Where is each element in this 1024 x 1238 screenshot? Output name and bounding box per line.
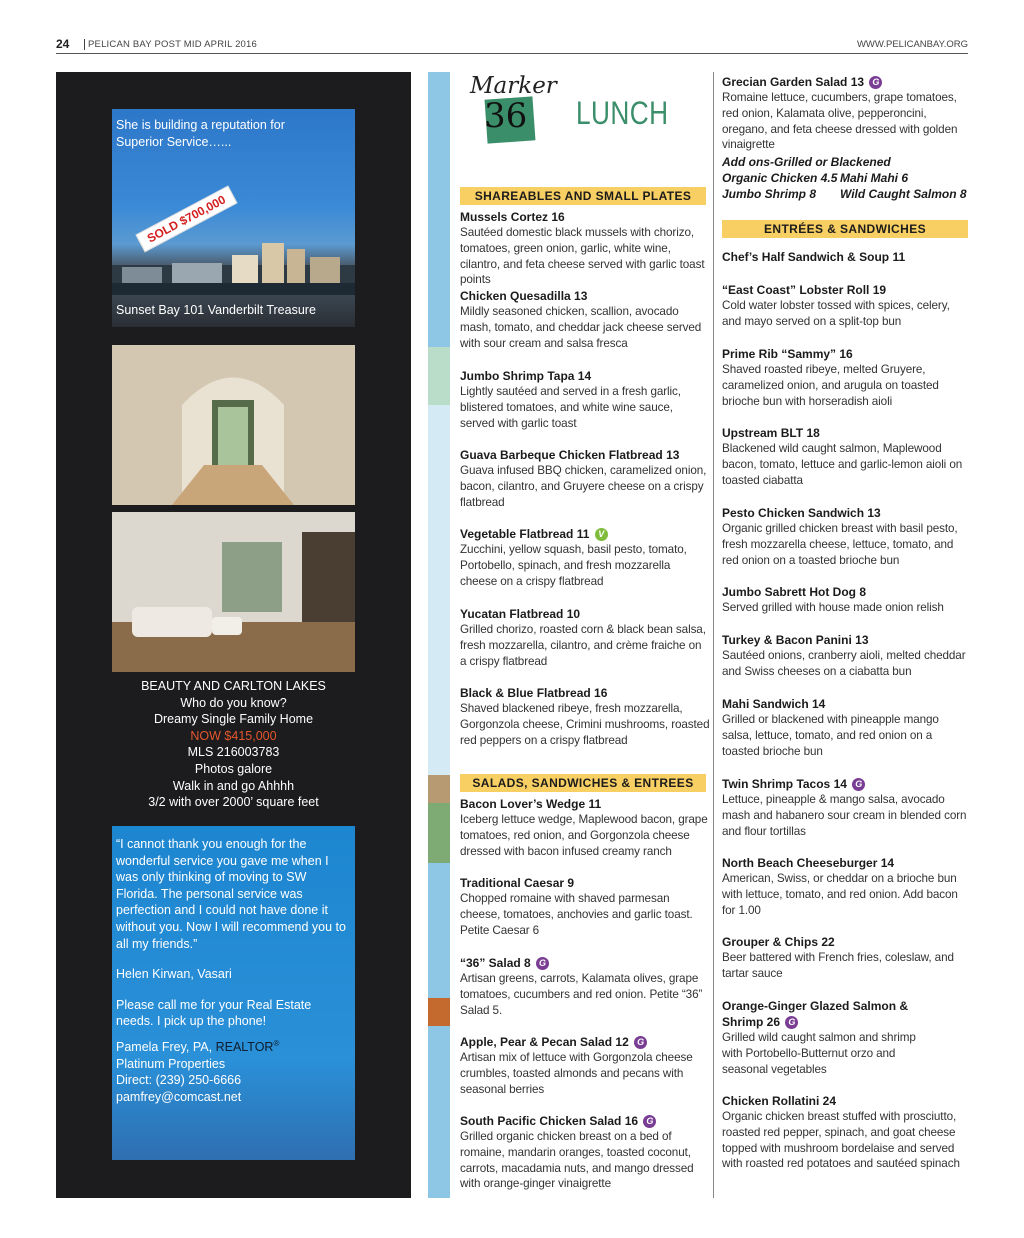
- item-name: Jumbo Sabrett Hot Dog 8: [722, 585, 867, 599]
- column-divider: [713, 72, 714, 1198]
- item-name: Guava Barbeque Chicken Flatbread 13: [460, 448, 680, 462]
- agent-email[interactable]: pamfrey@comcast.net: [116, 1089, 242, 1104]
- menu-item: [722, 934, 968, 982]
- menu-item: [460, 955, 710, 1018]
- menu-item: [460, 1113, 710, 1192]
- gluten-free-icon: G: [869, 76, 882, 89]
- entryway-photo: [112, 345, 355, 505]
- item-name-row: [460, 526, 710, 542]
- item-description: Artisan greens, carrots, Kalamata olives, grape tomatoes, cucumbers and red onion. Petite “36” Salad 5.: [460, 972, 703, 1017]
- menu-item: [460, 209, 710, 288]
- addons-row: [722, 186, 968, 202]
- item-description: Organic grilled chicken breast with basil pesto, fresh mozzarella cheese, lettuce, tomato, and red onion on a toasted brioche bun: [722, 522, 958, 567]
- section-shareables: SHAREABLES AND SMALL PLATES: [460, 187, 706, 205]
- listing-line: 3/2 with over 2000’ square feet: [148, 795, 319, 810]
- item-name: Chicken Rollatini 24: [722, 1094, 837, 1108]
- menu-title: LUNCH: [576, 95, 669, 131]
- website-link[interactable]: WWW.PELICANBAY.ORG: [856, 39, 968, 50]
- item-description: Blackened wild caught salmon, Maplewood bacon, tomato, lettuce and garlic-lemon aioli on toasted ciabatta: [722, 442, 963, 487]
- menu-item: [460, 606, 710, 669]
- item-name: Apple, Pear & Pecan Salad 12: [460, 1035, 629, 1049]
- item-name: South Pacific Chicken Salad 16: [460, 1114, 639, 1128]
- agent-phone[interactable]: Direct: (239) 250-6666: [116, 1073, 242, 1088]
- item-name: “36” Salad 8: [460, 956, 531, 970]
- item-name: Vegetable Flatbread 11: [460, 527, 590, 541]
- testimonial-author: Helen Kirwan, Vasari: [116, 967, 232, 982]
- call-to-action: Please call me for your Real Estate needs. I pick up the phone!: [116, 997, 312, 1029]
- addon-item: Wild Caught Salmon 8: [840, 187, 967, 201]
- sold-property-photo: [112, 109, 355, 327]
- page-header: [56, 36, 968, 54]
- item-description: American, Swiss, or cheddar on a brioche bun with lettuce, tomato, and red onion. Add bacon for 1.00: [722, 872, 958, 917]
- vegetarian-icon: V: [595, 528, 608, 541]
- testimonial-box: [112, 826, 355, 1160]
- menu-item: [722, 584, 968, 616]
- agent-name: Pamela Frey, PA,: [116, 1040, 213, 1055]
- item-name: Mahi Sandwich 14: [722, 697, 826, 711]
- item-description: Sautéed domestic black mussels with chorizo, tomatoes, green onion, garlic, white wine, cilantro, and feta cheese served with garlic toast points: [460, 226, 705, 287]
- menu-item: [460, 875, 710, 938]
- listing-line: BEAUTY AND CARLTON LAKES: [141, 679, 326, 693]
- item-name: Jumbo Shrimp Tapa 14: [460, 369, 592, 383]
- listing-line: Photos galore: [194, 761, 273, 776]
- menu-item: [722, 776, 968, 839]
- addon-item: Organic Chicken 4.5: [722, 171, 838, 185]
- menu-item: [722, 696, 968, 759]
- agent-title: REALTOR: [215, 1040, 274, 1055]
- gluten-free-icon: G: [536, 957, 549, 970]
- item-name: Pesto Chicken Sandwich 13: [722, 506, 881, 520]
- menu-item: [460, 1034, 710, 1097]
- property-caption: Sunset Bay 101 Vanderbilt Treasure: [116, 303, 316, 317]
- item-name: Turkey & Bacon Panini 13: [722, 633, 869, 647]
- menu-item: [722, 249, 968, 265]
- item-name: Twin Shrimp Tacos 14: [722, 777, 847, 791]
- item-description: Beer battered with French fries, coleslaw, and tartar sauce: [722, 951, 954, 980]
- menu-item: [722, 74, 968, 153]
- entryway-illustration: [112, 345, 355, 505]
- item-name: Traditional Caesar 9: [460, 876, 575, 890]
- gluten-free-icon: G: [852, 778, 865, 791]
- listing-line: Dreamy Single Family Home: [153, 712, 314, 727]
- menu-item: [722, 425, 968, 488]
- color-strip: [428, 72, 450, 1198]
- menu-item: [722, 505, 968, 568]
- item-description: Grilled or blackened with pineapple mango salsa, lettuce, tomato, and red onion on a toasted brioche bun: [722, 713, 939, 758]
- item-description: Grilled chorizo, roasted corn & black bean salsa, fresh mozzarella, cilantro, and crème fraiche on a crispy flatbread: [460, 623, 706, 668]
- item-name: Chef’s Half Sandwich & Soup 11: [722, 250, 906, 264]
- item-description: Mildly seasoned chicken, scallion, avocado mash, tomato, and cheddar jack cheese served with sour cream and salsa fresca: [460, 305, 702, 350]
- menu-item: [722, 632, 968, 680]
- item-description: Grilled organic chicken breast on a bed of romaine, mandarin oranges, toasted coconut, carrots, macadamia nuts, and mango dressed with orange-ginger vinaigrette: [460, 1130, 694, 1191]
- item-description: Served grilled with house made onion relish: [722, 601, 944, 614]
- logo-number: 36: [484, 96, 528, 136]
- item-description: Romaine lettuce, cucumbers, grape tomatoes, red onion, Kalamata olive, pepperoncini, oregano, and feta cheese dressed with golden vinaigrette: [722, 91, 958, 152]
- item-description: Iceberg lettuce wedge, Maplewood bacon, grape tomatoes, red onion, and Gorgonzola cheese dressed with bacon infused creamy ranch: [460, 813, 708, 858]
- registered-mark: ®: [273, 1038, 280, 1048]
- item-description: Chopped romaine with shaved parmesan cheese, tomatoes, anchovies and garlic toast. Petite Caesar 6: [460, 892, 693, 937]
- listing-mls: MLS 216003783: [187, 745, 280, 760]
- addons-row: [722, 170, 968, 186]
- menu-item: [722, 282, 968, 330]
- item-name: Mussels Cortez 16: [460, 210, 565, 224]
- item-description: Sautéed onions, cranberry aioli, melted cheddar and Swiss cheeses on a ciabatta bun: [722, 649, 966, 678]
- gluten-free-icon: G: [785, 1016, 798, 1029]
- item-name: “East Coast” Lobster Roll 19: [722, 283, 887, 297]
- item-name: Chicken Quesadilla 13: [460, 289, 588, 303]
- listing-price: NOW $415,000: [190, 728, 277, 743]
- menu-item: [722, 346, 968, 409]
- menu-item: [722, 1093, 968, 1172]
- addon-item: Mahi Mahi 6: [840, 171, 909, 185]
- item-name: Black & Blue Flatbread 16: [460, 686, 608, 700]
- item-name: Grecian Garden Salad 13: [722, 75, 865, 89]
- menu-item: [460, 368, 710, 431]
- publication-name: PELICAN BAY POST MID APRIL 2016: [88, 39, 258, 50]
- menu-item: [460, 796, 710, 859]
- item-description: Grilled wild caught salmon and shrimp with Portobello-Butternut orzo and seasonal vegetables: [722, 1031, 916, 1076]
- agent-name-line: [116, 1036, 351, 1056]
- listing-line: Walk in and go Ahhhh: [172, 778, 295, 793]
- item-description: Shaved blackened ribeye, fresh mozzarella, Gorgonzola cheese, Crimini mushrooms, roasted red peppers on a crispy flatbread: [460, 702, 710, 747]
- listing-details: [112, 678, 355, 811]
- company-name: Platinum Properties: [116, 1056, 226, 1071]
- menu-item: [460, 288, 710, 351]
- gluten-free-icon: G: [643, 1115, 656, 1128]
- item-name-row: [722, 776, 968, 792]
- item-name: Prime Rib “Sammy” 16: [722, 347, 853, 361]
- header-divider: [84, 39, 85, 50]
- menu-item: [460, 447, 710, 510]
- section-salads: SALADS, SANDWICHES & ENTREES: [460, 774, 706, 792]
- agent-contact: [116, 1036, 351, 1106]
- sold-stamp: SOLD $700,000: [135, 186, 237, 253]
- addon-item: Jumbo Shrimp 8: [722, 187, 817, 201]
- addons-title: Add ons-Grilled or Blackened: [722, 155, 891, 169]
- item-name: Yucatan Flatbread 10: [460, 607, 581, 621]
- item-description: Organic chicken breast stuffed with prosciutto, roasted red pepper, spinach, and goat cheese topped with mushroom bordelaise and served with roasted red potatoes and sautéed spinach: [722, 1110, 960, 1171]
- section-entrees: ENTRÉES & SANDWICHES: [722, 220, 968, 238]
- page-number: 24: [56, 37, 70, 51]
- menu-item: [722, 998, 922, 1077]
- real-estate-ad: [56, 72, 411, 1198]
- item-name-row: [460, 1113, 710, 1129]
- logo-word: Marker: [470, 73, 557, 99]
- item-description: Lightly sautéed and served in a fresh garlic, blistered tomatoes, and white wine sauce, served with garlic toast: [460, 385, 681, 430]
- item-description: Guava infused BBQ chicken, caramelized onion, bacon, cilantro, and Gruyere cheese on a crispy flatbread: [460, 464, 707, 509]
- item-description: Cold water lobster tossed with spices, celery, and mayo served on a split-top bun: [722, 299, 950, 328]
- item-description: Shaved roasted ribeye, melted Gruyere, caramelized onion, and arugula on toasted brioche bun with horseradish aioli: [722, 363, 939, 408]
- item-name: Upstream BLT 18: [722, 426, 820, 440]
- item-description: Lettuce, pineapple & mango salsa, avocado mash and habanero sour cream in blended corn and flour tortillas: [722, 793, 967, 838]
- item-name: Orange-Ginger Glazed Salmon & Shrimp 26: [722, 999, 909, 1029]
- menu-item: [460, 526, 710, 589]
- addons-block: [722, 154, 968, 202]
- reputation-caption: She is building a reputation for Superior Service…...: [116, 118, 285, 149]
- testimonial-quote: “I cannot thank you enough for the wonderful service you gave me when I was only thinking of moving to SW Florida. The personal service was perfection and I could not have done it without you. Now I will recommend you to all my friends.”: [116, 837, 346, 951]
- menu-item: [460, 685, 710, 748]
- menu-item: [722, 855, 968, 918]
- listing-line: Who do you know?: [180, 695, 287, 710]
- item-name: North Beach Cheeseburger 14: [722, 856, 895, 870]
- item-name-row: [460, 955, 710, 971]
- item-name: Grouper & Chips 22: [722, 935, 835, 949]
- gluten-free-icon: G: [634, 1036, 647, 1049]
- item-name: Bacon Lover’s Wedge 11: [460, 797, 602, 811]
- item-description: Zucchini, yellow squash, basil pesto, tomato, Portobello, spinach, and fresh mozzarella cheese on a crispy flatbread: [460, 543, 687, 588]
- item-name-row: [460, 1034, 710, 1050]
- item-description: Artisan mix of lettuce with Gorgonzola cheese crumbles, toasted almonds and pecans with seasonal berries: [460, 1051, 693, 1096]
- living-room-illustration: [112, 512, 355, 672]
- item-name-row: [722, 998, 922, 1030]
- living-room-photo: [112, 512, 355, 672]
- item-name-row: [722, 74, 968, 90]
